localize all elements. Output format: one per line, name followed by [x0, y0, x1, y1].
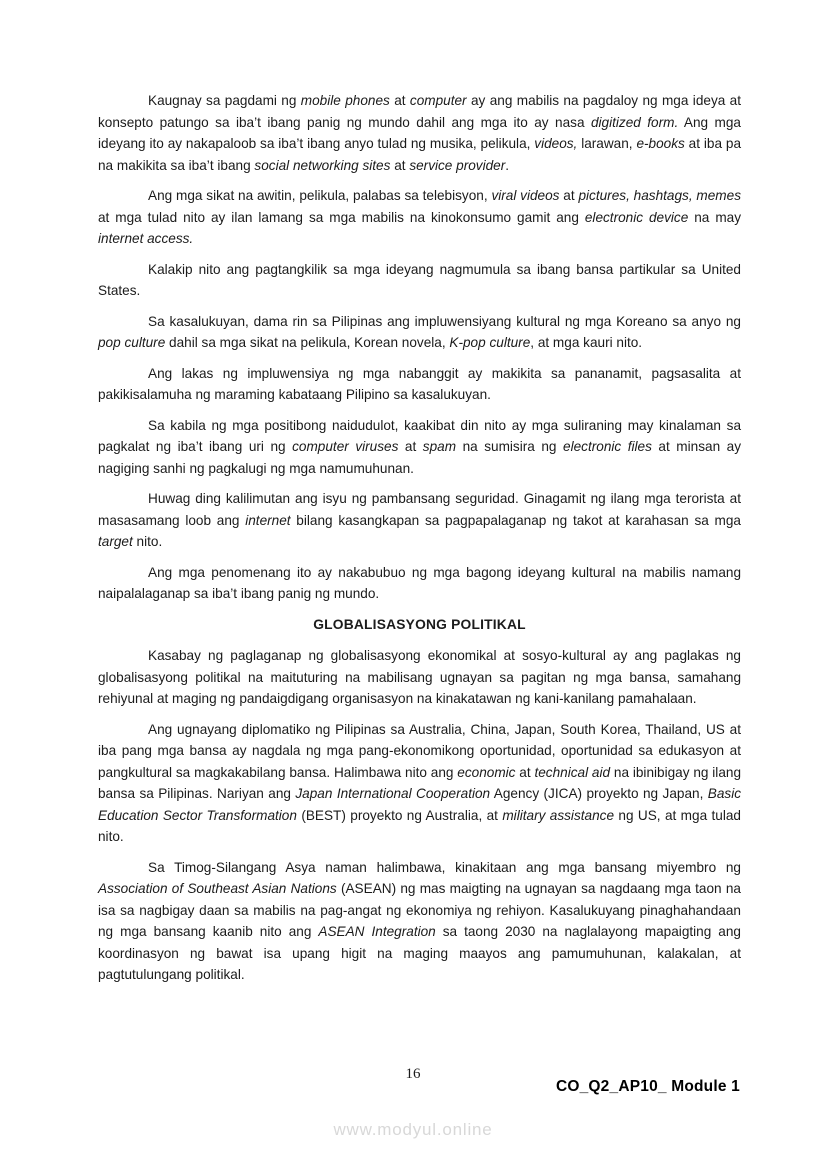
italic-text-run: computer — [409, 93, 467, 108]
paragraph — [98, 488, 741, 553]
text-run: Sa Timog-Silangang Asya naman halimbawa, kinakitaan ang mga bansang miyembro ng — [148, 859, 741, 875]
italic-text-run: electronic device — [584, 209, 689, 225]
text-run: . — [505, 157, 510, 173]
italic-text-run: social networking sites — [254, 157, 391, 173]
italic-text-run: pictures, hashtags, memes — [578, 188, 741, 203]
text-run: Kalakip nito ang pagtangkilik sa mga ideyang nagmumula sa ibang bansa partikular sa United States. — [98, 261, 741, 298]
document-body — [98, 90, 741, 995]
italic-text-run: service provider — [409, 157, 506, 173]
italic-text-run: Basic Education Sector Transformation — [98, 786, 742, 823]
module-code: CO_Q2_AP10_ Module 1 — [555, 1078, 740, 1095]
italic-text-run: viral videos — [491, 188, 560, 203]
text-run: ng US, at mga tulad nito. — [98, 807, 741, 844]
italic-text-run: e-books — [636, 136, 685, 151]
text-run: , at mga kauri nito. — [530, 335, 643, 350]
text-run: Ang mga ideyang ito ay nakapaloob sa iba’t ibang anyo tulad ng musika, pelikula, — [98, 114, 741, 151]
text-run: at iba pa na makikita sa iba’t ibang — [98, 136, 741, 173]
text-run: at minsan ay nagiging sanhi ng pagkalugi ng mga namumuhunan. — [98, 439, 742, 476]
text-run: Huwag ding kalilimutan ang isyu ng pambansang seguridad. Ginagamit ng ilang mga terorista at masasamang loob ang — [98, 491, 741, 528]
paragraph — [98, 311, 741, 354]
italic-text-run: K-pop culture — [449, 335, 531, 350]
page-number: 16 — [405, 1066, 421, 1082]
italic-text-run: videos, — [534, 136, 578, 151]
text-run: Kaugnay sa pagdami ng — [148, 93, 301, 108]
italic-text-run: electronic files — [563, 439, 652, 454]
paragraph — [98, 719, 741, 848]
text-run: GLOBALISASYONG POLITIKAL — [313, 616, 526, 632]
text-run: nito. — [132, 534, 163, 549]
italic-text-run: internet — [245, 512, 291, 528]
paragraph — [98, 363, 741, 406]
text-run: Ang lakas ng impluwensiya ng mga nabanggit ay makikita sa pananamit, pagsasalita at pakikisalamuha ng maraming kabataang Pilipino sa kasalukuyan. — [98, 365, 741, 402]
paragraph — [98, 857, 741, 986]
italic-text-run: economic — [457, 764, 516, 780]
italic-text-run: internet access. — [98, 231, 194, 246]
text-run: larawan, — [577, 136, 637, 151]
text-run: at — [389, 93, 410, 108]
text-run: ay ang mabilis na pagdaloy ng mga ideya at konsepto patungo sa iba’t ibang panig ng mundo dahil ang mga ito ay nasa — [98, 93, 742, 130]
text-run: Sa kasalukuyan, dama rin sa Pilipinas ang impluwensiyang kultural ng mga Koreano sa anyo ng — [148, 313, 741, 329]
text-run: Kasabay ng paglaganap ng globalisasyong ekonomikal at sosyo-kultural ay ang paglakas ng globalisasyong politikal na maituturing na mabilisang ugnayan sa pagitan ng mga bansa, samahang rehiyunal at maging ng pandaigdigang organisasyon na kinakatawan ng kani-kanilang pamahalaan. — [98, 648, 741, 706]
text-run: at — [390, 157, 410, 173]
italic-text-run: digitized form. — [590, 114, 679, 130]
paragraph — [98, 562, 741, 605]
text-run: Ang ugnayang diplomatiko ng Pilipinas sa Australia, China, Japan, South Korea, Thailand, US at iba pang mga bansa ay nagdala ng mga pang-ekonomikong oportunidad, oportunidad sa edukasyon at pangkultural sa magkakabilang bansa. Halimbawa nito ang — [98, 721, 741, 780]
italic-text-run: computer viruses — [292, 439, 399, 454]
text-run: at — [398, 439, 423, 454]
text-run: (ASEAN) ng mas maigting na ugnayan sa nagdaang mga taon na isa sa nagbigay daan sa mabilis na pag-angat ng ekonomiya ng rehiyon. Kasalukuyang pinaghahandaan ng mga bansang kaanib nito ang — [98, 881, 741, 939]
italic-text-run: Japan International Cooperation — [295, 786, 491, 801]
text-run: Ang mga sikat na awitin, pelikula, palabas sa telebisyon, — [148, 188, 492, 203]
italic-text-run: Association of Southeast Asian Nations — [98, 881, 337, 896]
section-heading — [98, 614, 741, 636]
paragraph — [98, 259, 741, 302]
text-run: at — [515, 764, 535, 780]
text-run: na sumisira ng — [456, 439, 564, 454]
watermark-text: www.modyul.online — [333, 1120, 493, 1139]
paragraph — [98, 90, 741, 176]
paragraph — [98, 415, 741, 480]
italic-text-run: military assistance — [502, 807, 615, 823]
italic-text-run: spam — [422, 439, 457, 454]
italic-text-run: pop culture — [98, 335, 166, 350]
text-run: na ibinibigay ng ilang bansa sa Pilipinas. Nariyan ang — [98, 764, 742, 801]
text-run: sa taong 2030 na naglalayong mapaigting ang koordinasyon ng bawat isa upang higit na maging maayos ang pamumuhunan, kalakalan, at pagtutulungang politikal. — [98, 924, 741, 982]
paragraph — [98, 185, 741, 250]
text-run: Sa kabila ng mga positibong naidudulot, kaakibat din nito ay mga suliraning may kinalaman sa pagkalat ng iba’t ibang uri ng — [98, 417, 741, 454]
text-run: Agency (JICA) proyekto ng Japan, — [490, 786, 708, 801]
italic-text-run: ASEAN Integration — [318, 924, 436, 939]
paragraph — [98, 645, 741, 710]
text-run: na may — [688, 209, 742, 225]
italic-text-run: mobile phones — [300, 93, 390, 108]
italic-text-run: target — [98, 534, 133, 549]
text-run: dahil sa mga sikat na pelikula, Korean novela, — [165, 335, 450, 350]
italic-text-run: technical aid — [534, 764, 611, 780]
text-run: Ang mga penomenang ito ay nakabubuo ng mga bagong ideyang kultural na mabilis namang naipalalaganap sa iba’t ibang panig ng mundo. — [98, 564, 741, 601]
text-run: bilang kasangkapan sa pagpapalaganap ng takot at karahasan sa mga — [290, 512, 741, 528]
text-run: at — [559, 188, 579, 203]
text-run: at mga tulad nito ay ilan lamang sa mga mabilis na kinokonsumo gamit ang — [98, 209, 585, 225]
text-run: (BEST) proyekto ng Australia, at — [296, 807, 503, 823]
